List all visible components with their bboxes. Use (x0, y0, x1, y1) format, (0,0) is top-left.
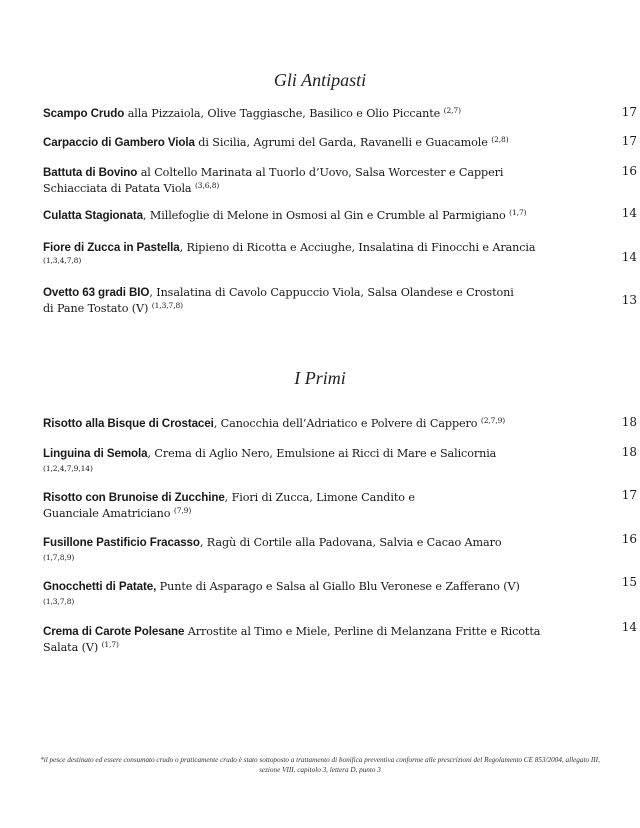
dish-name: Linguina di Semola (43, 447, 148, 460)
price: 17 (621, 105, 637, 119)
menu-item (43, 416, 640, 432)
allergens: (1,3,7,8) (43, 597, 75, 606)
allergens: (7,9) (173, 506, 192, 515)
allergens: (1,7) (101, 640, 119, 649)
menu-item (43, 575, 640, 608)
price: 17 (621, 488, 637, 502)
allergens: (1,3,4,7,8) (43, 256, 82, 265)
dish-description: , Ripieno di Ricotta e Acciughe, Insalatina di Finocchi e Arancia (179, 241, 536, 254)
price: 14 (621, 620, 637, 634)
allergens: (2,7,9) (480, 416, 506, 425)
menu-item (43, 240, 640, 272)
dish-description: , Crema di Aglio Nero, Emulsione ai Ricci di Mare e Salicornia (147, 447, 497, 460)
menu-item (43, 106, 640, 122)
menu-item (43, 135, 640, 151)
price: 15 (621, 575, 637, 589)
dish-description: alla Pizzaiola, Olive Taggiasche, Basilico e Olio Piccante (124, 107, 441, 120)
dish-description: , Fiori di Zucca, Limone Candito e Guanciale Amatriciano (43, 491, 415, 520)
price: 16 (621, 164, 637, 178)
menu-item (43, 620, 640, 656)
dish-name: Gnocchetti di Patate, (43, 580, 157, 593)
dish-name: Crema di Carote Polesane (43, 625, 185, 638)
dish-name: Ovetto 63 gradi BIO (43, 286, 150, 299)
price: 18 (621, 445, 637, 459)
allergens: (1,2,4,7,9,14) (43, 464, 93, 473)
allergens: (1,3,7,8) (151, 301, 183, 310)
dish-name: Fusillone Pastificio Fracasso (43, 536, 200, 549)
menu-item (43, 208, 640, 224)
dish-description: , Millefoglie di Melone in Osmosi al Gin e Crumble al Parmigiano (142, 209, 506, 222)
price: 16 (621, 532, 637, 546)
menu-item (43, 165, 640, 197)
dish-description: al Coltello Marinata al Tuorlo d’Uovo, Salsa Worcester e Capperi Schiacciata di Patata Viola (43, 166, 504, 195)
dish-name: Scampo Crudo (43, 107, 125, 120)
price: 14 (621, 206, 637, 220)
allergens: (3,6,8) (194, 181, 220, 190)
dish-name: Carpaccio di Gambero Viola (43, 136, 195, 149)
allergens: (2,8) (491, 135, 509, 144)
dish-name: Fiore di Zucca in Pastella (43, 241, 180, 254)
dish-name: Culatta Stagionata (43, 209, 143, 222)
section-title-antipasti: Gli Antipasti (273, 70, 367, 90)
price: 13 (621, 293, 637, 307)
dish-name: Risotto alla Bisque di Crostacei (43, 417, 214, 430)
menu-item (43, 532, 640, 564)
menu-item (43, 446, 640, 475)
menu-item (43, 490, 640, 522)
price: 18 (621, 415, 637, 429)
dish-description: , Canocchia dell’Adriatico e Polvere di Cappero (213, 417, 478, 430)
dish-name: Battuta di Bovino (43, 166, 138, 179)
dish-name: Risotto con Brunoise di Zucchine (43, 491, 225, 504)
dish-description: , Ragù di Cortile alla Padovana, Salvia e Cacao Amaro (199, 536, 502, 549)
menu-item (43, 285, 640, 317)
legal-footnote: *il pesce destinato ed essere consumato crudo o praticamente crudo è stato sottoposto a trattamento di bonifica preventiva conforme alle prescrizioni del Regolamento CE 853/2004, allegato III, sezione VIII, capitolo 3, lettera D, punto 3 (40, 756, 600, 774)
dish-description: , Insalatina di Cavolo Cappuccio Viola, Salsa Olandese e Crostoni di Pane Tostato (V) (43, 286, 514, 315)
dish-description: Punte di Asparago e Salsa al Giallo Blu Veronese e Zafferano (V) (156, 580, 520, 593)
dish-description: Arrostite al Timo e Miele, Perline di Melanzana Fritte e Ricotta Salata (V) (43, 625, 541, 654)
section-title-primi: I Primi (294, 368, 346, 388)
allergens: (1,7,8,9) (43, 553, 75, 562)
allergens: (2,7) (443, 106, 461, 115)
price: 14 (621, 250, 637, 264)
price: 17 (621, 134, 637, 148)
allergens: (1,7) (509, 208, 527, 217)
dish-description: di Sicilia, Agrumi del Garda, Ravanelli e Guacamole (194, 136, 488, 149)
